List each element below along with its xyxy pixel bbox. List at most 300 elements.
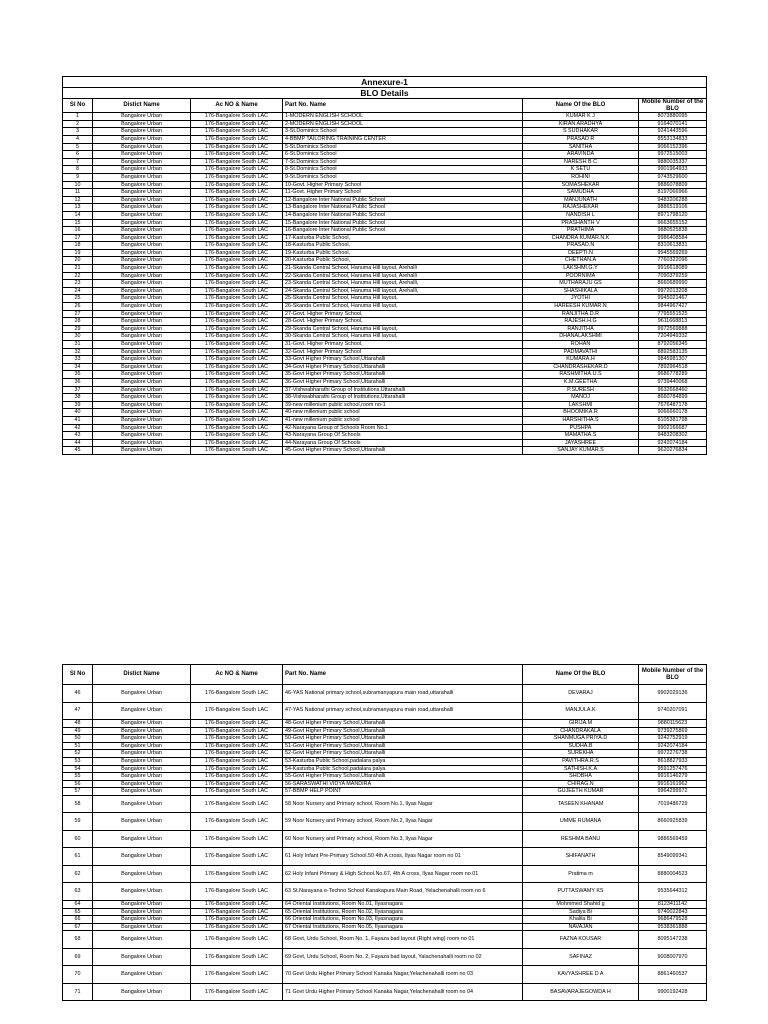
cell-sl-no: 37 (63, 386, 93, 394)
cell-sl-no: 3 (63, 128, 93, 136)
cell-mobile: 9591257476 (639, 765, 707, 773)
cell-ac-name: 176-Bangalore South LAC (191, 795, 283, 813)
cell-part-name: 1-MODERN ENGLISH SCHOOL (283, 113, 523, 121)
table-row (63, 378, 707, 386)
cell-part-name: 5-St.Dominics School (283, 143, 523, 151)
table-row (63, 727, 707, 735)
cell-ac-name: 176-Bangalore South LAC (191, 348, 283, 356)
cell-blo-name: JYOTHI (523, 295, 639, 303)
cell-mobile: 9880115623 (639, 720, 707, 728)
cell-ac-name: 176-Bangalore South LAC (191, 923, 283, 931)
cell-part-name: 49-Govt Higher Primary School,Uttarahalli (283, 727, 523, 735)
cell-sl-no: 33 (63, 356, 93, 364)
cell-blo-name: MUTHARAJU GS (523, 280, 639, 288)
cell-sl-no: 65 (63, 908, 93, 916)
cell-blo-name: SHOBHA (523, 773, 639, 781)
table-row (63, 773, 707, 781)
cell-district: Bangalore Urban (93, 386, 191, 394)
table-row (63, 219, 707, 227)
cell-mobile: 9008007970 (639, 948, 707, 966)
cell-sl-no: 54 (63, 765, 93, 773)
cell-part-name: 22-Skanda Central School, Hanuma Hill layout, Arehalli (283, 272, 523, 280)
cell-part-name: 47-YAS National primary school,subramanyapura main road,uttarahalli (283, 702, 523, 720)
cell-mobile: 7760322096 (639, 257, 707, 265)
table-row (63, 757, 707, 765)
cell-ac-name: 176-Bangalore South LAC (191, 249, 283, 257)
cell-sl-no: 23 (63, 280, 93, 288)
cell-blo-name: Pratima m (523, 865, 639, 883)
cell-blo-name: LAKSHMI.G.Y (523, 265, 639, 273)
cell-mobile: 9902166687 (639, 424, 707, 432)
cell-mobile: 9483206288 (639, 196, 707, 204)
cell-district: Bangalore Urban (93, 916, 191, 924)
cell-sl-no: 53 (63, 757, 93, 765)
cell-ac-name: 176-Bangalore South LAC (191, 386, 283, 394)
cell-part-name: 6-St.Dominics School (283, 151, 523, 159)
cell-part-name: 52-Govt Higher Primary School,Uttarahalli (283, 750, 523, 758)
cell-part-name: 8-St.Dominics School (283, 166, 523, 174)
header-row (63, 99, 707, 113)
cell-part-name: 71 Govt Urdu Higher Primary School Kanaka Nagar,Yelachenahalli room no 04 (283, 983, 523, 1001)
cell-mobile: 9743529600 (639, 173, 707, 181)
cell-blo-name: MANJUNATH (523, 196, 639, 204)
cell-mobile: 7676487178 (639, 401, 707, 409)
table-row (63, 348, 707, 356)
cell-blo-name: PRASHANTH V (523, 219, 639, 227)
cell-sl-no: 47 (63, 702, 93, 720)
cell-blo-name: KIRAN ARADHYA (523, 120, 639, 128)
cell-part-name: 31-Govt. Higher Primary School, (283, 341, 523, 349)
cell-part-name: 61 Holy Infant Pre-Primary School.50 4th A cross, Ilyas Nagar room no 01 (283, 848, 523, 866)
cell-mobile: 8618827933 (639, 757, 707, 765)
cell-ac-name: 176-Bangalore South LAC (191, 204, 283, 212)
cell-district: Bangalore Urban (93, 735, 191, 743)
table-row (63, 158, 707, 166)
cell-ac-name: 176-Bangalore South LAC (191, 333, 283, 341)
cell-blo-name: TASEEN KHANAM (523, 795, 639, 813)
cell-ac-name: 176-Bangalore South LAC (191, 363, 283, 371)
cell-sl-no: 42 (63, 424, 93, 432)
cell-ac-name: 176-Bangalore South LAC (191, 788, 283, 796)
cell-sl-no: 39 (63, 401, 93, 409)
table-row (63, 128, 707, 136)
cell-sl-no: 43 (63, 432, 93, 440)
table-row (63, 848, 707, 866)
cell-district: Bangalore Urban (93, 272, 191, 280)
cell-district: Bangalore Urban (93, 780, 191, 788)
cell-district: Bangalore Urban (93, 900, 191, 908)
cell-mobile: 9620276834 (639, 447, 707, 455)
cell-sl-no: 27 (63, 310, 93, 318)
cell-blo-name: DHANALAKSHMI (523, 333, 639, 341)
cell-sl-no: 41 (63, 416, 93, 424)
table-row (63, 325, 707, 333)
cell-part-name: 27-Govt. Higher Primary School, (283, 310, 523, 318)
cell-mobile: 9483208302 (639, 432, 707, 440)
cell-district: Bangalore Urban (93, 720, 191, 728)
cell-district: Bangalore Urban (93, 409, 191, 417)
cell-sl-no: 5 (63, 143, 93, 151)
cell-sl-no: 71 (63, 983, 93, 1001)
cell-blo-name: POORNIMA (523, 272, 639, 280)
cell-blo-name: S SUDHAKAR (523, 128, 639, 136)
cell-ac-name: 176-Bangalore South LAC (191, 409, 283, 417)
table-row (63, 120, 707, 128)
cell-mobile: 7204949332 (639, 333, 707, 341)
blo-table-part1 (62, 76, 707, 455)
cell-mobile: 9538361888 (639, 923, 707, 931)
cell-district: Bangalore Urban (93, 303, 191, 311)
cell-district: Bangalore Urban (93, 113, 191, 121)
cell-mobile: 9972569888 (639, 325, 707, 333)
table-row (63, 735, 707, 743)
table-row (63, 908, 707, 916)
cell-ac-name: 176-Bangalore South LAC (191, 432, 283, 440)
cell-part-name: 23-Skanda Central School, Hanuma Hill layout, Arehalli, (283, 280, 523, 288)
cell-mobile: 9066660178 (639, 409, 707, 417)
cell-part-name: 20-Kasturba Public School, (283, 257, 523, 265)
header-part-no: Part No. Name (283, 665, 523, 685)
cell-sl-no: 26 (63, 303, 93, 311)
table-row (63, 257, 707, 265)
cell-district: Bangalore Urban (93, 813, 191, 831)
cell-district: Bangalore Urban (93, 166, 191, 174)
table-row (63, 742, 707, 750)
cell-ac-name: 176-Bangalore South LAC (191, 727, 283, 735)
cell-sl-no: 6 (63, 151, 93, 159)
cell-part-name: 34-Govt Higher Primary School,Uttarahalli (283, 363, 523, 371)
cell-part-name: 15-Bangalore Inter National Public School (283, 219, 523, 227)
cell-sl-no: 16 (63, 227, 93, 235)
cell-ac-name: 176-Bangalore South LAC (191, 757, 283, 765)
cell-district: Bangalore Urban (93, 948, 191, 966)
cell-mobile: 8971798120 (639, 211, 707, 219)
cell-district: Bangalore Urban (93, 983, 191, 1001)
cell-blo-name: RASHMITHA.U.S (523, 371, 639, 379)
cell-blo-name: SANJAY KUMAR.S (523, 447, 639, 455)
cell-part-name: 51-Govt Higher Primary School,Uttarahalli (283, 742, 523, 750)
cell-sl-no: 29 (63, 325, 93, 333)
table-row (63, 931, 707, 949)
cell-part-name: 21-Skanda Central School, Hanuma Hill layout, Arehalli (283, 265, 523, 273)
cell-part-name: 14-Bangalore Inter National Public School (283, 211, 523, 219)
cell-sl-no: 28 (63, 318, 93, 326)
table-row (63, 401, 707, 409)
cell-part-name: 37-Vishwabharathi Group of Institutions,Uttarahalli (283, 386, 523, 394)
cell-mobile: 9886078809 (639, 181, 707, 189)
cell-mobile: 9972276738 (639, 750, 707, 758)
cell-ac-name: 176-Bangalore South LAC (191, 416, 283, 424)
header-district: Distict Name (93, 665, 191, 685)
cell-part-name: 48-Govt Higher Primary School,Uttarahalli (283, 720, 523, 728)
cell-blo-name: Mohmmed Shahid g (523, 900, 639, 908)
cell-blo-name: SOMASHEKAR (523, 181, 639, 189)
cell-blo-name: K.M.GEETHA (523, 378, 639, 386)
cell-sl-no: 51 (63, 742, 93, 750)
table-row (63, 189, 707, 197)
cell-ac-name: 176-Bangalore South LAC (191, 394, 283, 402)
cell-ac-name: 176-Bangalore South LAC (191, 830, 283, 848)
cell-blo-name: PUTTASWAMY KS (523, 883, 639, 901)
cell-district: Bangalore Urban (93, 848, 191, 866)
cell-ac-name: 176-Bangalore South LAC (191, 948, 283, 966)
cell-mobile: 9844967427 (639, 303, 707, 311)
cell-district: Bangalore Urban (93, 416, 191, 424)
cell-blo-name: SUREKHA (523, 750, 639, 758)
cell-mobile: 8660925839 (639, 813, 707, 831)
cell-blo-name: Sadiya Bi (523, 908, 639, 916)
cell-ac-name: 176-Bangalore South LAC (191, 813, 283, 831)
cell-district: Bangalore Urban (93, 750, 191, 758)
cell-blo-name: GUJEETH KUMAR (523, 788, 639, 796)
cell-mobile: 9916146279 (639, 773, 707, 781)
cell-mobile: 7090379259 (639, 272, 707, 280)
cell-ac-name: 176-Bangalore South LAC (191, 702, 283, 720)
cell-district: Bangalore Urban (93, 310, 191, 318)
cell-part-name: 12-Bangalore Inter National Public School (283, 196, 523, 204)
cell-ac-name: 176-Bangalore South LAC (191, 773, 283, 781)
cell-district: Bangalore Urban (93, 158, 191, 166)
cell-part-name: 62 Holy Infant Primary & High School.No.67, 4th A cross, Ilyas Nagar room no 01 (283, 865, 523, 883)
cell-blo-name: RANJITHA (523, 325, 639, 333)
cell-blo-name: CHANDRA KUMAR.N.K (523, 234, 639, 242)
cell-district: Bangalore Urban (93, 742, 191, 750)
cell-ac-name: 176-Bangalore South LAC (191, 765, 283, 773)
cell-mobile: 9242074184 (639, 742, 707, 750)
table-row (63, 135, 707, 143)
cell-part-name: 41-new millenium public school (283, 416, 523, 424)
cell-part-name: 67 Oriental Institutions, Room No.05, Ilyasnagara (283, 923, 523, 931)
cell-mobile: 9880525838 (639, 227, 707, 235)
cell-district: Bangalore Urban (93, 143, 191, 151)
cell-blo-name: ARAVINDA (523, 151, 639, 159)
table-subtitle: BLO Details (63, 88, 707, 99)
table-row (63, 356, 707, 364)
table-row (63, 702, 707, 720)
cell-ac-name: 176-Bangalore South LAC (191, 325, 283, 333)
table-row (63, 424, 707, 432)
table-row (63, 234, 707, 242)
table-row (63, 363, 707, 371)
cell-ac-name: 176-Bangalore South LAC (191, 189, 283, 197)
cell-sl-no: 45 (63, 447, 93, 455)
cell-part-name: 55-Govt Higher Primary School,Uttarahalli (283, 773, 523, 781)
cell-mobile: 8073880095 (639, 113, 707, 121)
cell-blo-name: SHASHIKALA (523, 287, 639, 295)
cell-part-name: 29-Skanda Central School, Hanuma Hill layout, (283, 325, 523, 333)
cell-blo-name: CHETHAN.A (523, 257, 639, 265)
cell-mobile: 9986408584 (639, 234, 707, 242)
cell-part-name: 24-Skanda Central School, Hanuma Hill layout, Arehalli, (283, 287, 523, 295)
cell-mobile: 9242752919 (639, 735, 707, 743)
table-row (63, 948, 707, 966)
table-row (63, 341, 707, 349)
cell-part-name: 36-Govt Higher Primary School,Uttarahalli (283, 378, 523, 386)
cell-sl-no: 14 (63, 211, 93, 219)
cell-mobile: 9964299972 (639, 788, 707, 796)
cell-district: Bangalore Urban (93, 287, 191, 295)
table-row (63, 795, 707, 813)
table-row (63, 249, 707, 257)
table-row (63, 242, 707, 250)
cell-district: Bangalore Urban (93, 432, 191, 440)
cell-sl-no: 21 (63, 265, 93, 273)
table-row (63, 280, 707, 288)
cell-sl-no: 67 (63, 923, 93, 931)
cell-part-name: 65 Oriental Institutions, Room No.02, Ilyasnagara (283, 908, 523, 916)
cell-district: Bangalore Urban (93, 295, 191, 303)
table-row (63, 272, 707, 280)
cell-ac-name: 176-Bangalore South LAC (191, 424, 283, 432)
cell-mobile: 9739440068 (639, 378, 707, 386)
cell-district: Bangalore Urban (93, 196, 191, 204)
cell-mobile: 8660784899 (639, 394, 707, 402)
cell-part-name: 56-SARASWATHI VIDYA MANDIRA (283, 780, 523, 788)
cell-part-name: 3-St.Dominics School (283, 128, 523, 136)
header-row (63, 665, 707, 685)
cell-part-name: 30-Skanda Central School, Hanuma Hill layout, (283, 333, 523, 341)
cell-ac-name: 176-Bangalore South LAC (191, 931, 283, 949)
cell-district: Bangalore Urban (93, 219, 191, 227)
cell-part-name: 50-Govt Higher Primary School,Uttarahalli (283, 735, 523, 743)
cell-sl-no: 69 (63, 948, 93, 966)
cell-ac-name: 176-Bangalore South LAC (191, 211, 283, 219)
cell-ac-name: 176-Bangalore South LAC (191, 234, 283, 242)
cell-sl-no: 52 (63, 750, 93, 758)
cell-sl-no: 13 (63, 204, 93, 212)
cell-ac-name: 176-Bangalore South LAC (191, 196, 283, 204)
cell-mobile: 9901964933 (639, 166, 707, 174)
cell-part-name: 35-Govt Higher Primary School,Uttarahalli (283, 371, 523, 379)
cell-ac-name: 176-Bangalore South LAC (191, 257, 283, 265)
cell-district: Bangalore Urban (93, 151, 191, 159)
cell-sl-no: 59 (63, 813, 93, 831)
cell-district: Bangalore Urban (93, 439, 191, 447)
cell-mobile: 9916618089 (639, 265, 707, 273)
cell-ac-name: 176-Bangalore South LAC (191, 685, 283, 703)
cell-part-name: 19-Kasturba Public School, (283, 249, 523, 257)
cell-district: Bangalore Urban (93, 227, 191, 235)
cell-sl-no: 8 (63, 166, 93, 174)
cell-ac-name: 176-Bangalore South LAC (191, 113, 283, 121)
cell-blo-name: PUSHPA (523, 424, 639, 432)
cell-mobile: 8861460537 (639, 966, 707, 984)
cell-mobile: 8105381798 (639, 416, 707, 424)
cell-district: Bangalore Urban (93, 204, 191, 212)
cell-blo-name: SHIFANATH (523, 848, 639, 866)
table-row (63, 883, 707, 901)
cell-part-name: 9-St.Dominics School (283, 173, 523, 181)
cell-ac-name: 176-Bangalore South LAC (191, 242, 283, 250)
cell-sl-no: 50 (63, 735, 93, 743)
cell-part-name: 4-BBMP TAILORING TRAINING CENTER (283, 135, 523, 143)
cell-ac-name: 176-Bangalore South LAC (191, 983, 283, 1001)
header-mobile: Mobile Number of the BLO (639, 665, 707, 685)
cell-district: Bangalore Urban (93, 401, 191, 409)
cell-ac-name: 176-Bangalore South LAC (191, 378, 283, 386)
cell-blo-name: HAREESH KUMAR.N (523, 303, 639, 311)
table-row (63, 287, 707, 295)
cell-blo-name: NARESH B C (523, 158, 639, 166)
table-row (63, 765, 707, 773)
cell-mobile: 9902029136 (639, 685, 707, 703)
cell-sl-no: 48 (63, 720, 93, 728)
cell-ac-name: 176-Bangalore South LAC (191, 848, 283, 866)
cell-part-name: 26-Skanda Central School, Hanuma Hill layout, (283, 303, 523, 311)
cell-sl-no: 64 (63, 900, 93, 908)
cell-sl-no: 66 (63, 916, 93, 924)
cell-blo-name: CHANDRASHEKAR.D (523, 363, 639, 371)
cell-part-name: 32-Govt. Higher Primary School (283, 348, 523, 356)
cell-mobile: 7795551525 (639, 310, 707, 318)
cell-blo-name: UMME RUMANA (523, 813, 639, 831)
cell-ac-name: 176-Bangalore South LAC (191, 295, 283, 303)
cell-sl-no: 55 (63, 773, 93, 781)
cell-district: Bangalore Urban (93, 923, 191, 931)
cell-part-name: 69 Govt, Urdu School, Room No. 2, Fayaza bad layout, Yalachenahalli room no 02 (283, 948, 523, 966)
cell-blo-name: CHANDRAKALA (523, 727, 639, 735)
cell-ac-name: 176-Bangalore South LAC (191, 742, 283, 750)
cell-ac-name: 176-Bangalore South LAC (191, 128, 283, 136)
cell-ac-name: 176-Bangalore South LAC (191, 720, 283, 728)
cell-ac-name: 176-Bangalore South LAC (191, 181, 283, 189)
cell-part-name: 68 Govt, Urdu School, Room No. 1, Fayaza bad layout (Right wing) room no 01 (283, 931, 523, 949)
cell-ac-name: 176-Bangalore South LAC (191, 143, 283, 151)
cell-sl-no: 10 (63, 181, 93, 189)
cell-part-name: 60 Noor Nursery and Primary school, Room No.3, Ilyas Nagar (283, 830, 523, 848)
cell-ac-name: 176-Bangalore South LAC (191, 166, 283, 174)
cell-blo-name: SAFINAZ (523, 948, 639, 966)
cell-mobile: 9972515003 (639, 151, 707, 159)
cell-part-name: 39-new millenium public school,room no-1 (283, 401, 523, 409)
table-row (63, 720, 707, 728)
cell-part-name: 2-MODERN ENGLISH SCHOOL (283, 120, 523, 128)
cell-district: Bangalore Urban (93, 181, 191, 189)
cell-district: Bangalore Urban (93, 325, 191, 333)
cell-sl-no: 25 (63, 295, 93, 303)
cell-district: Bangalore Urban (93, 135, 191, 143)
cell-blo-name: HARSHITHA.S (523, 416, 639, 424)
cell-ac-name: 176-Bangalore South LAC (191, 916, 283, 924)
cell-mobile: 9900192428 (639, 983, 707, 1001)
cell-blo-name: RESHMA BANU (523, 830, 639, 848)
cell-mobile: 9066152396 (639, 143, 707, 151)
cell-blo-name: GIRIJA.M (523, 720, 639, 728)
cell-blo-name: ROHINI (523, 173, 639, 181)
cell-part-name: 58 Noor Nursery and Primary school, Room No.1, Ilyas Nagar (283, 795, 523, 813)
cell-district: Bangalore Urban (93, 883, 191, 901)
table-row (63, 295, 707, 303)
cell-mobile: 9241443596 (639, 128, 707, 136)
cell-blo-name: Khalila Bi (523, 916, 639, 924)
table-row (63, 409, 707, 417)
cell-sl-no: 49 (63, 727, 93, 735)
cell-district: Bangalore Urban (93, 348, 191, 356)
cell-blo-name: NAVAJAN (523, 923, 639, 931)
cell-mobile: 9686479528 (639, 916, 707, 924)
cell-ac-name: 176-Bangalore South LAC (191, 735, 283, 743)
cell-blo-name: MANOJ (523, 394, 639, 402)
cell-district: Bangalore Urban (93, 128, 191, 136)
table-row (63, 830, 707, 848)
table-row (63, 416, 707, 424)
cell-blo-name: SATHISH.K.A (523, 765, 639, 773)
cell-part-name: 18-Kasturba Public School, (283, 242, 523, 250)
cell-part-name: 13-Bangalore Inter National Public School (283, 204, 523, 212)
cell-district: Bangalore Urban (93, 363, 191, 371)
cell-blo-name: FAZNA KOUSAR (523, 931, 639, 949)
cell-part-name: 40-new millenium public school (283, 409, 523, 417)
